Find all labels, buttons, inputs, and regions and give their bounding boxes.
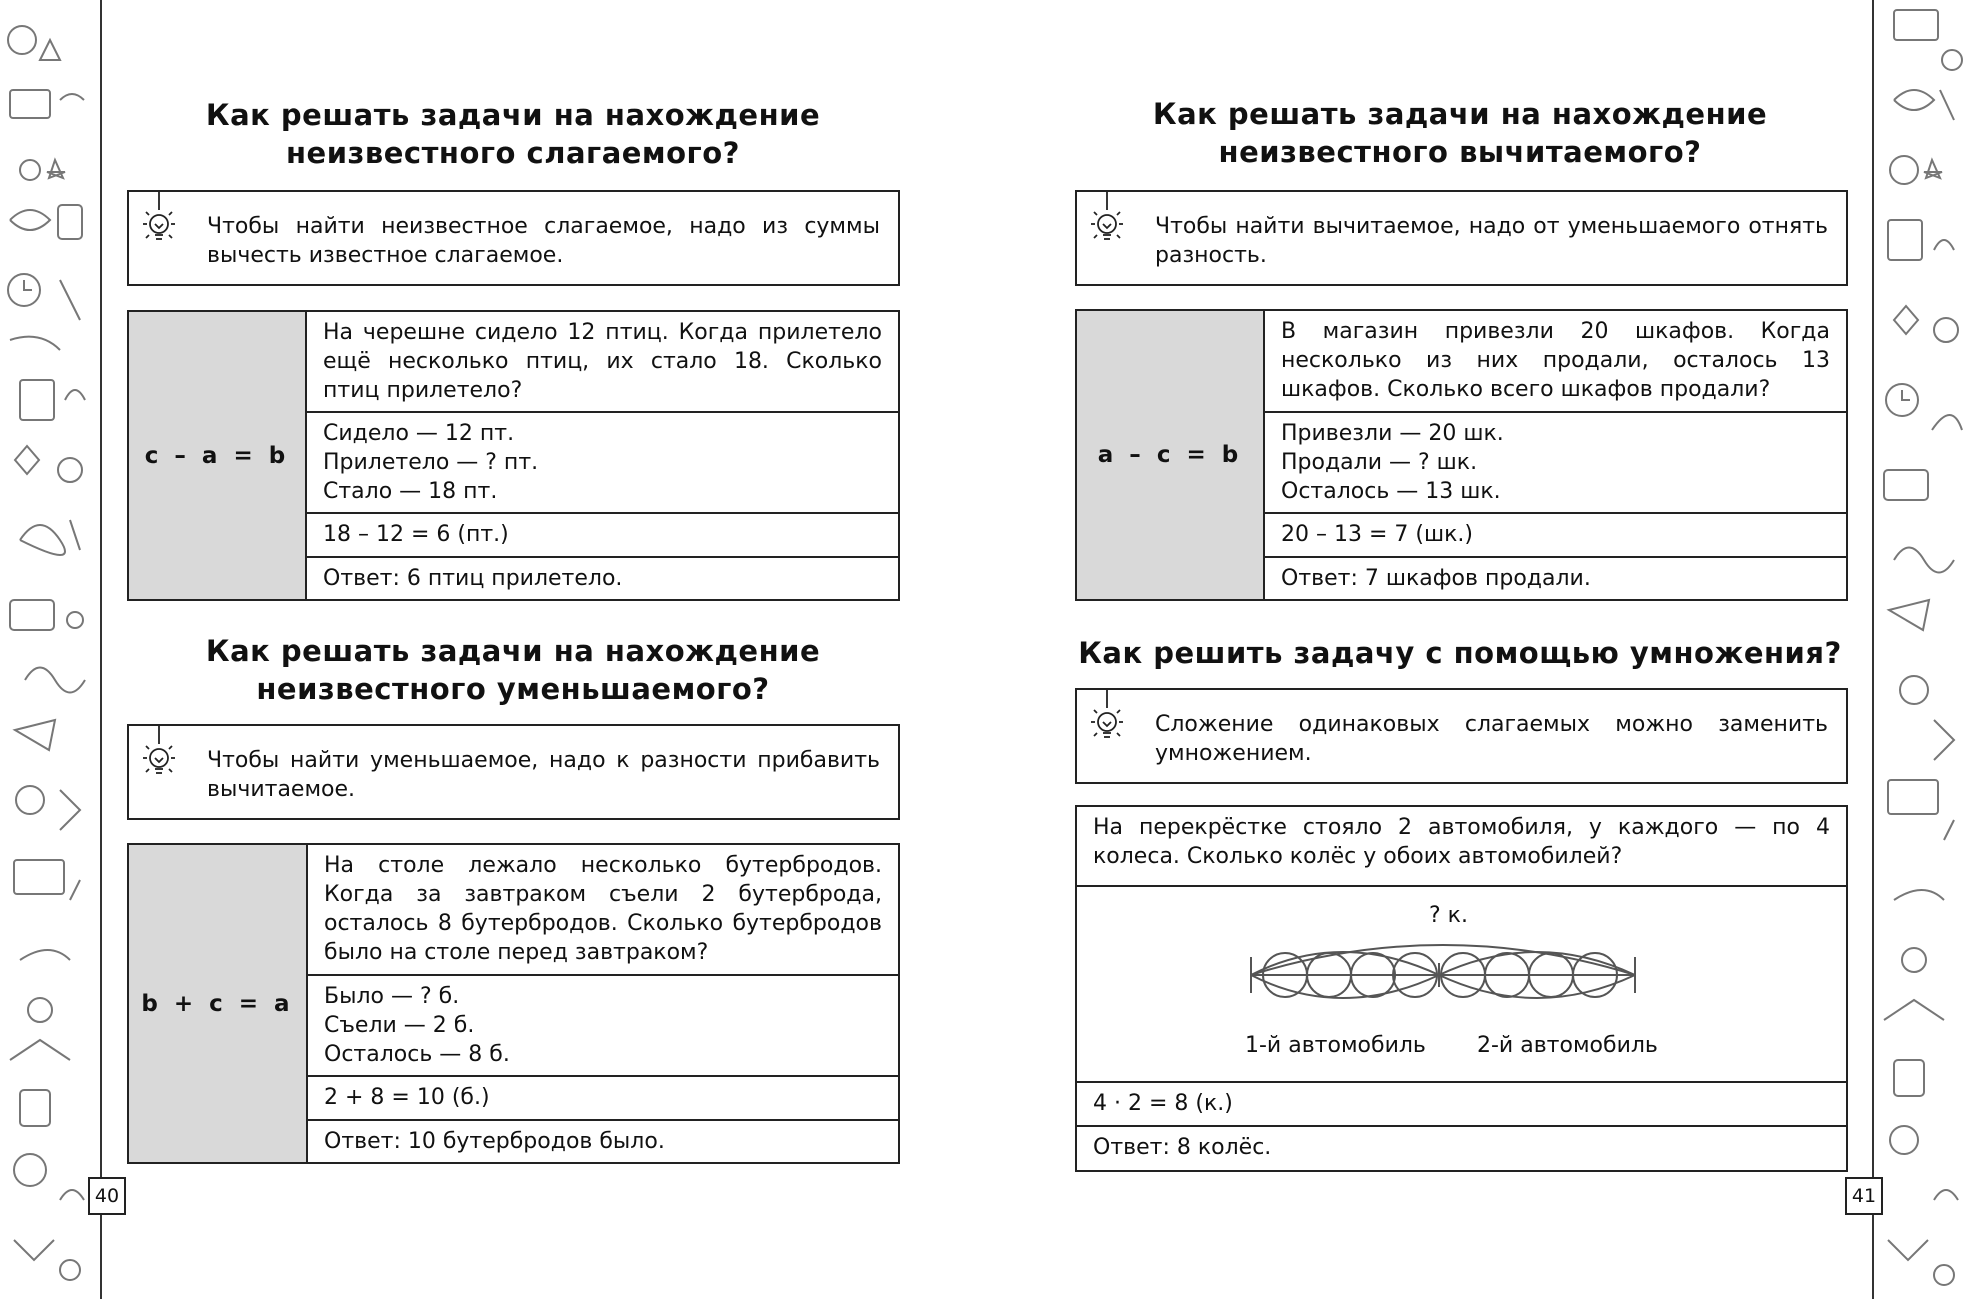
short-notation: [308, 976, 898, 1077]
lightbulb-icon: [139, 726, 179, 790]
title-line: неизвестного слагаемого?: [286, 136, 740, 170]
formula: b + c = a: [129, 845, 308, 1162]
rule-text: Чтобы найти уменьшаемое, надо к разности прибавить вычитаемое.: [207, 748, 880, 802]
short-notation: [1265, 413, 1846, 514]
rule-box: [127, 724, 900, 820]
wheels-arc-diagram: [1243, 935, 1663, 1035]
diagram-label-car2: 2-й автомобиль: [1477, 1033, 1658, 1058]
rule-box: [127, 190, 900, 286]
doodle-pattern-icon: [1874, 0, 1972, 1299]
short-line: Продали — ? шк.: [1281, 450, 1478, 475]
short-line: Сидело — 12 пт.: [323, 421, 515, 447]
short-line: Прилетело — ? пт.: [323, 450, 539, 476]
short-line: Осталось — 13 шк.: [1281, 479, 1501, 504]
title-line: неизвестного вычитаемого?: [1218, 135, 1702, 169]
wheels-diagram: [1077, 887, 1846, 1083]
page-number-right: 41: [1845, 1177, 1883, 1215]
short-notation: [307, 413, 898, 514]
task-condition: На столе лежало несколько бутербродов. Когда за завтраком съели 2 бутерброда, осталось 8 бутербродов. Сколько бутербродов было на столе перед завтраком?: [308, 845, 898, 976]
solution: 2 + 8 = 10 (б.): [308, 1077, 898, 1121]
task-table: [127, 310, 900, 601]
task-table: [1075, 309, 1848, 601]
task-condition: На перекрёстке стояло 2 автомобиля, у каждого — по 4 колеса. Сколько колёс у обоих автомобилей?: [1077, 807, 1846, 887]
answer: Ответ: 6 птиц прилетело.: [323, 566, 623, 591]
task-condition: На черешне сидело 12 птиц. Когда прилетело ещё несколько птиц, их стало 18. Сколько птиц прилетело?: [307, 312, 898, 413]
answer: Ответ: 7 шкафов продали.: [1281, 566, 1591, 591]
task-condition: В магазин привезли 20 шкафов. Когда несколько из них продали, осталось 13 шкафов. Сколько всего шкафов продали?: [1265, 311, 1846, 413]
rule-text: Чтобы найти вычитаемое, надо от уменьшаемого отнять разность.: [1155, 214, 1828, 268]
section-title: [128, 632, 898, 708]
task-table: [127, 843, 900, 1164]
title-line: неизвестного уменьшаемого?: [256, 672, 770, 706]
formula: c – a = b: [129, 312, 307, 599]
solution: 18 – 12 = 6 (пт.): [307, 514, 898, 558]
solution: 20 – 13 = 7 (шк.): [1265, 514, 1846, 558]
section-title: [1075, 634, 1845, 672]
left-doodle-border: [0, 0, 102, 1299]
diagram-label-car1: 1-й автомобиль: [1245, 1033, 1426, 1058]
lightbulb-icon: [1087, 192, 1127, 256]
page-number-left: 40: [88, 1177, 126, 1215]
lightbulb-icon: [1087, 690, 1127, 754]
solution: 4 · 2 = 8 (к.): [1077, 1083, 1846, 1127]
short-line: Осталось — 8 б.: [324, 1042, 510, 1068]
formula: a – c = b: [1077, 311, 1265, 599]
diagram-question: ? к.: [1429, 903, 1468, 928]
multiplication-table: [1075, 805, 1848, 1172]
rule-text: Сложение одинаковых слагаемых можно заменить умножением.: [1155, 712, 1828, 766]
short-line: Стало — 18 пт.: [323, 479, 498, 505]
right-doodle-border: [1872, 0, 1972, 1299]
rule-box: [1075, 688, 1848, 784]
section-title: [128, 96, 898, 172]
doodle-pattern-icon: [0, 0, 100, 1299]
rule-text: Чтобы найти неизвестное слагаемое, надо из суммы вычесть известное слагаемое.: [207, 214, 880, 268]
title-line: Как решать задачи на нахождение: [1152, 97, 1768, 131]
short-line: Было — ? б.: [324, 984, 460, 1010]
short-line: Привезли — 20 шк.: [1281, 421, 1504, 446]
lightbulb-icon: [139, 192, 179, 256]
title-line: Как решать задачи на нахождение: [205, 98, 821, 132]
title-line: Как решать задачи на нахождение: [205, 634, 821, 668]
short-line: Съели — 2 б.: [324, 1013, 475, 1039]
rule-box: [1075, 190, 1848, 286]
answer: Ответ: 10 бутербродов было.: [324, 1129, 665, 1154]
section-title: [1075, 95, 1845, 171]
title-line: Как решить задачу с помощью умножения?: [1078, 636, 1842, 670]
answer: Ответ: 8 колёс.: [1093, 1135, 1272, 1160]
